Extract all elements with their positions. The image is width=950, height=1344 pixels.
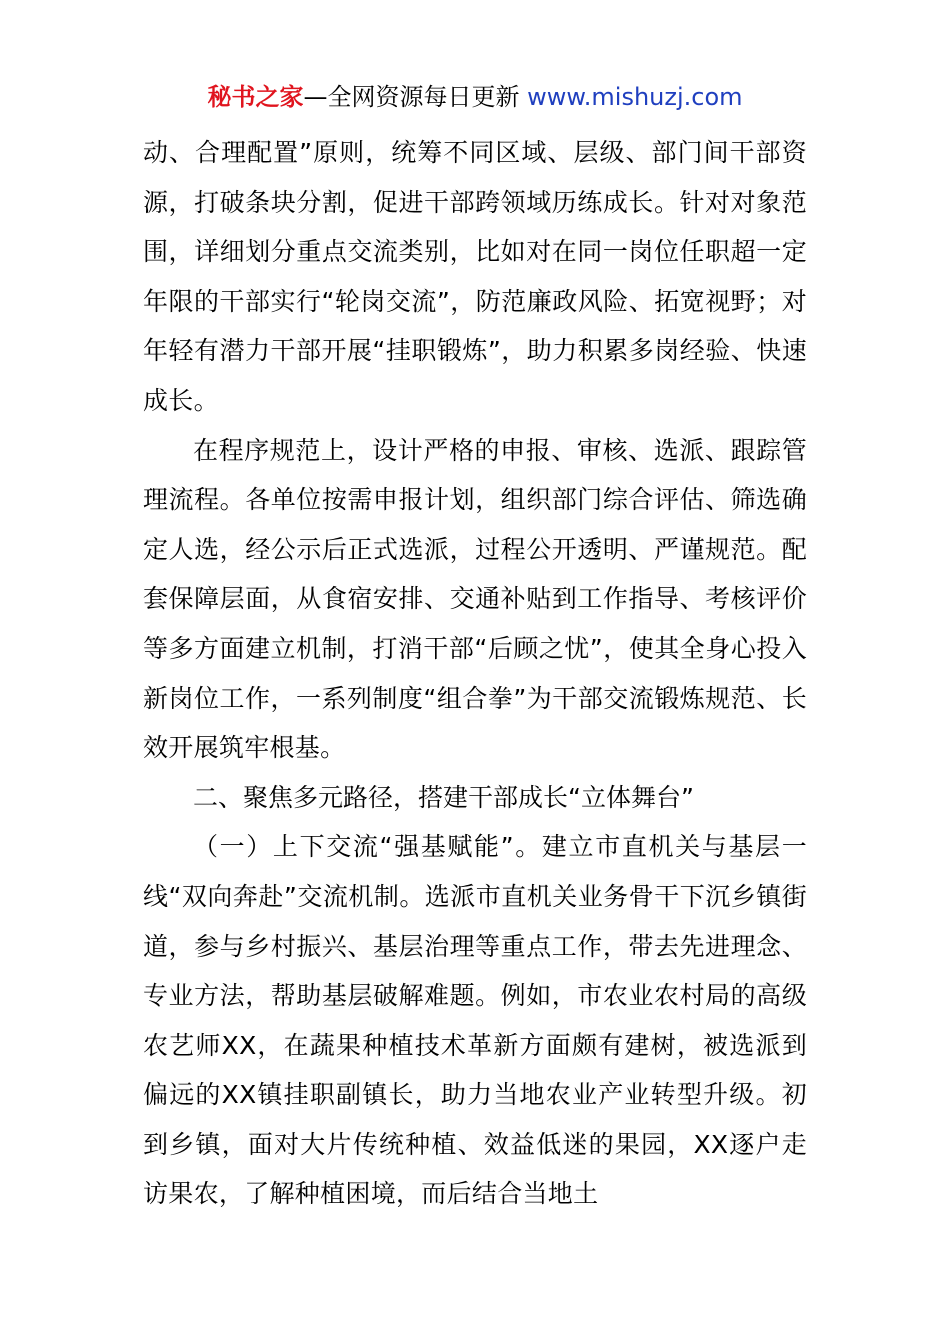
site-brand: 秘书之家 (207, 83, 304, 111)
site-url[interactable]: www.mishuzj.com (527, 83, 743, 111)
paragraph-1: 动、合理配置”原则，统筹不同区域、层级、部门间干部资源，打破条块分割，促进干部跨领域历练成长。针对对象范围，详细划分重点交流类别，比如对在同一岗位任职超一定年限的干部实行“轮岗交流”，防范廉政风险、拓宽视野；对年轻有潜力干部开展“挂职锻炼”，助力积累多岗经验、快速成长。 (143, 138, 807, 415)
paragraph-2: 在程序规范上，设计严格的申报、审核、选派、跟踪管理流程。各单位按需申报计划，组织部门综合评估、筛选确定人选，经公示后正式选派，过程公开透明、严谨规范。配套保障层面，从食宿安排、交通补贴到工作指导、考核评价等多方面建立机制，打消干部“后顾之忧”，使其全身心投入新岗位工作，一系列制度“组合拳”为干部交流锻炼规范、长效开展筑牢根基。 (143, 435, 807, 763)
document-body (143, 128, 807, 1219)
site-tagline: —全网资源每日更新 (303, 83, 528, 111)
paragraph-3: （一）上下交流“强基赋能”。建立市直机关与基层一线“双向奔赴”交流机制。选派市直机关业务骨干下沉乡镇街道，参与乡村振兴、基层治理等重点工作，带去先进理念、专业方法，帮助基层破解难题。例如，市农业农村局的高级农艺师XX，在蔬果种植技术革新方面颇有建树，被选派到偏远的XX镇挂职副镇长，助力当地农业产业转型升级。初到乡镇，面对大片传统种植、效益低迷的果园，XX逐户走访果农，了解种植困境，而后结合当地土 (143, 832, 807, 1209)
section-heading: 二、聚焦多元路径，搭建干部成长“立体舞台” (193, 782, 694, 812)
page-header (0, 80, 950, 114)
